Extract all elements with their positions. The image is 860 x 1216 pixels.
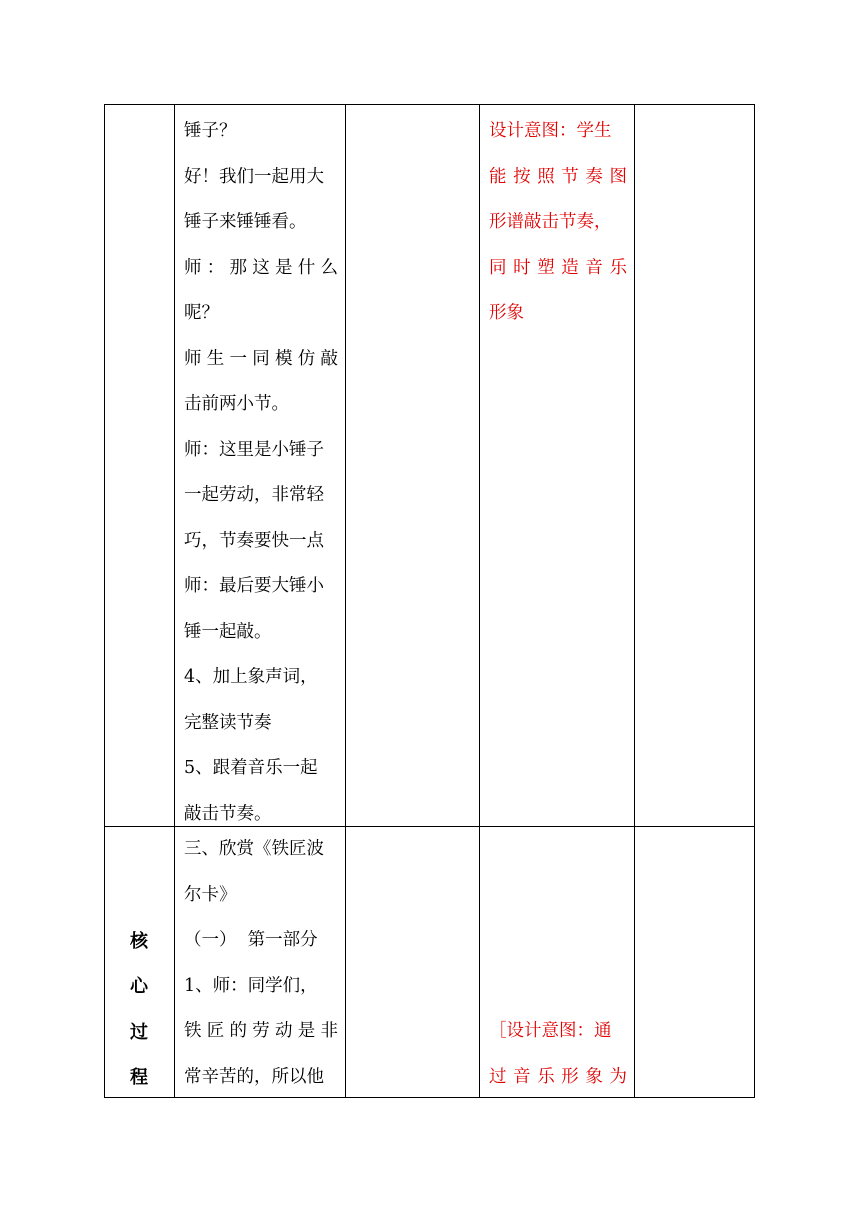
text-line: 师：最后要大锤小 xyxy=(184,576,324,596)
text-line: 师：那这是什么 xyxy=(184,257,338,278)
text-line: 5、跟着音乐一起 xyxy=(184,758,318,778)
text-line: 击前两小节。 xyxy=(184,394,289,414)
text-line: 设计意图：学生 xyxy=(489,121,612,141)
section-label-char: 心 xyxy=(130,976,148,997)
text-line: 锤一起敲。 xyxy=(184,621,272,642)
text-line: 4、加上象声词， xyxy=(184,667,318,687)
row2-design-intent xyxy=(489,1009,627,1100)
text-line: 过音乐形象为 xyxy=(489,1066,627,1087)
column-divider-3 xyxy=(479,104,480,1098)
column-divider-2 xyxy=(345,104,346,1098)
text-line: 好！我们一起用大 xyxy=(184,166,324,187)
table-border-right xyxy=(754,104,755,1098)
column-divider-1 xyxy=(174,104,175,1098)
text-line: 同时塑造音乐 xyxy=(489,257,627,278)
text-line: （一） 第一部分 xyxy=(184,930,318,950)
text-line: 锤子来锤锤看。 xyxy=(184,212,307,232)
text-line: 巧，节奏要快一点 xyxy=(184,530,324,551)
section-label-char: 核 xyxy=(130,931,148,952)
text-line: 敲击节奏。 xyxy=(184,803,272,824)
text-line: ［设计意图：通 xyxy=(489,1021,612,1041)
column-divider-4 xyxy=(634,104,635,1098)
text-line: 1、师：同学们， xyxy=(184,975,318,996)
section-label-char: 过 xyxy=(130,1022,148,1043)
text-line: 呢？ xyxy=(184,303,219,323)
row1-design-intent xyxy=(489,109,627,337)
text-line: 三、欣赏《铁匠波 xyxy=(184,839,324,859)
row1-teaching-content xyxy=(184,109,338,837)
text-line: 完整读节奏 xyxy=(184,712,272,733)
table-border-top xyxy=(104,104,755,105)
lesson-plan-table xyxy=(104,104,755,1098)
text-line: 形象 xyxy=(489,303,524,323)
text-line: 师生一同模仿敲 xyxy=(184,348,338,369)
text-line: 尔卡》 xyxy=(184,884,237,905)
section-label-char: 程 xyxy=(130,1067,148,1088)
text-line: 常辛苦的，所以他 xyxy=(184,1066,324,1087)
row2-teaching-content xyxy=(184,827,338,1100)
text-line: 能按照节奏图 xyxy=(489,166,627,187)
text-line: 一起劳动，非常轻 xyxy=(184,485,324,505)
text-line: 锤子？ xyxy=(184,121,237,141)
text-line: 铁匠的劳动是非 xyxy=(184,1021,338,1041)
text-line: 师：这里是小锤子 xyxy=(184,439,324,460)
text-line: 形谱敲击节奏， xyxy=(489,212,612,232)
